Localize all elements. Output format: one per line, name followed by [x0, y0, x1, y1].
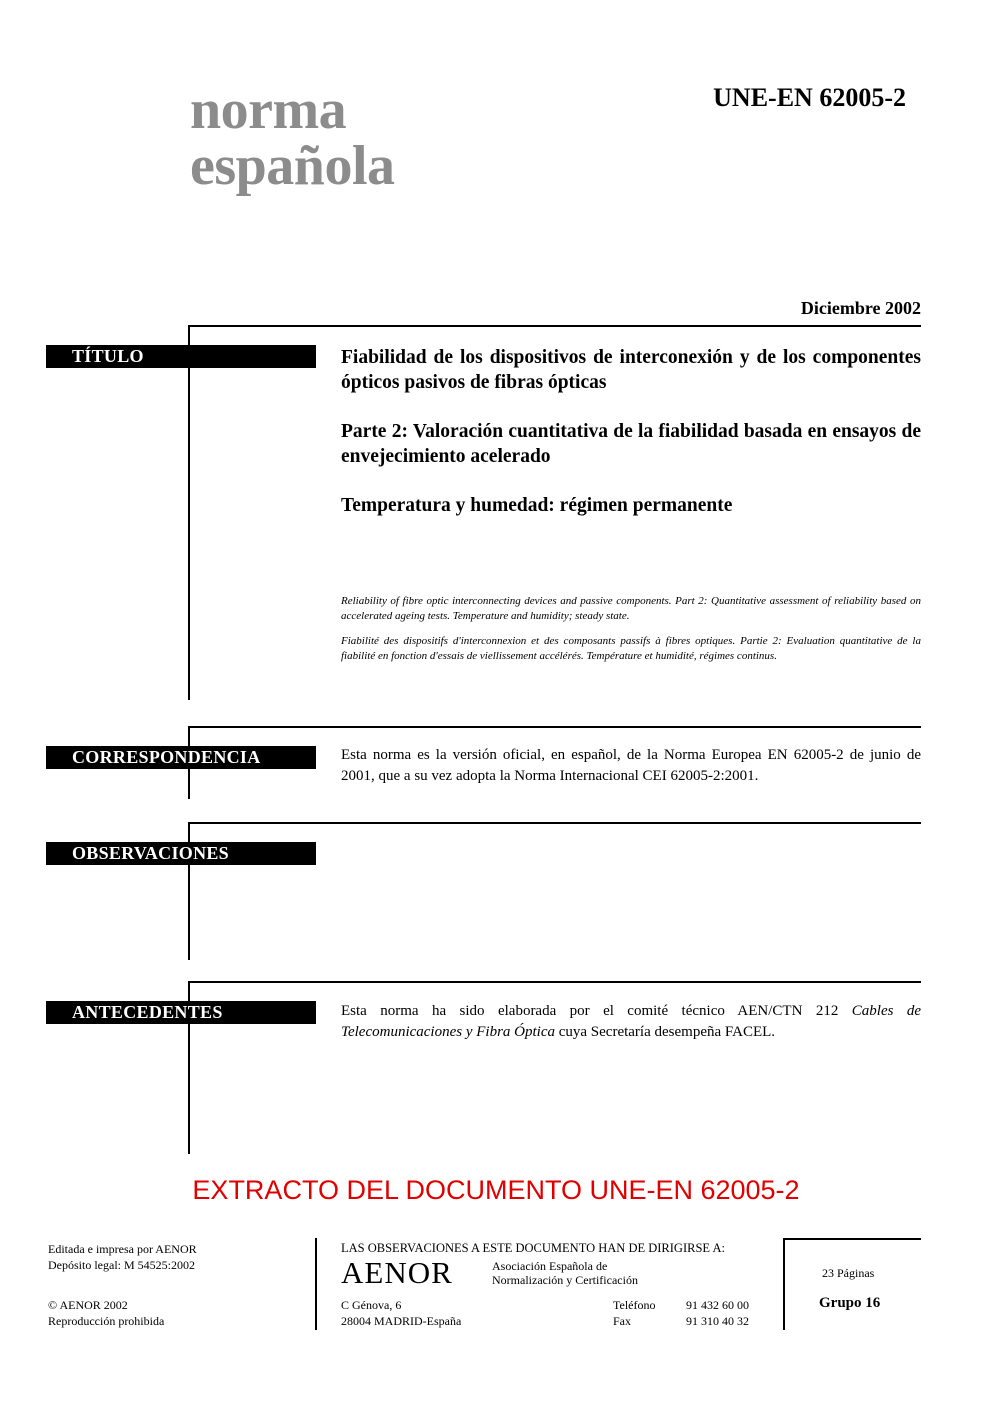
title-block	[341, 345, 921, 542]
address-line-2: 28004 MADRID-España	[341, 1314, 462, 1328]
footer-edition	[48, 1241, 197, 1273]
legal-deposit: Depósito legal: M 54525:2002	[48, 1258, 195, 1272]
antecedentes-text	[341, 1001, 921, 1043]
page-count: 23 Páginas	[822, 1266, 875, 1280]
title-english: Reliability of fibre optic interconnecting devices and passive components. Part 2: Quantitative assessment of reliability based on accelerated ageing tests. Temperature and humidity; steady state.	[341, 595, 921, 622]
committee-name: Cables de Telecomunicaciones y Fibra Óptica	[341, 1003, 922, 1040]
footer-box-top	[783, 1238, 921, 1240]
org-line-1: Asociación Española de	[492, 1259, 608, 1273]
label-antecedentes: ANTECEDENTES	[46, 1001, 316, 1024]
price-group: Grupo 16	[819, 1295, 881, 1311]
reproduction-notice: Reproducción prohibida	[48, 1314, 165, 1328]
vline-titulo	[188, 325, 190, 700]
divider-titulo	[188, 325, 921, 327]
antecedentes-text-after: cuya Secretaría desempeña FACEL.	[554, 1024, 776, 1040]
publication-date: Diciembre 2002	[800, 298, 921, 318]
norma-line-1: norma	[190, 79, 347, 141]
contact-labels	[613, 1297, 655, 1329]
alternate-titles	[341, 594, 921, 674]
label-correspondencia: CORRESPONDENCIA	[46, 746, 316, 769]
phone-label: Teléfono	[613, 1298, 656, 1312]
footer-copyright	[48, 1297, 164, 1329]
copyright: © AENOR 2002	[48, 1298, 128, 1312]
fax-label: Fax	[613, 1314, 631, 1328]
antecedentes-text-before: Esta norma ha sido elaborada por el comité técnico AEN/CTN 212	[341, 1003, 852, 1019]
contact-values	[686, 1297, 749, 1329]
title-part: Parte 2: Valoración cuantitativa de la fiabilidad basada en ensayos de envejecimiento acelerado	[341, 421, 921, 467]
org-line-2: Normalización y Certificación	[492, 1273, 638, 1287]
label-observaciones: OBSERVACIONES	[46, 842, 316, 865]
label-titulo: TÍTULO	[46, 345, 316, 368]
norma-espanola-heading	[190, 79, 395, 197]
footer-divider-left	[315, 1238, 317, 1330]
observations-header: LAS OBSERVACIONES A ESTE DOCUMENTO HAN DE DIRIGIRSE A:	[341, 1241, 725, 1255]
footer-divider-right	[783, 1238, 785, 1330]
title-subtitle: Temperatura y humedad: régimen permanente	[341, 495, 733, 516]
norma-line-2: española	[190, 135, 395, 197]
standard-code: UNE-EN 62005-2	[713, 83, 906, 112]
divider-correspondencia	[188, 726, 921, 728]
edited-by: Editada e impresa por AENOR	[48, 1242, 197, 1256]
fax-value: 91 310 40 32	[686, 1314, 749, 1328]
divider-antecedentes	[188, 981, 921, 983]
aenor-logo: AENOR	[341, 1255, 453, 1290]
title-main: Fiabilidad de los dispositivos de interconexión y de los componentes ópticos pasivos de fibras ópticas	[341, 347, 921, 393]
aenor-address	[341, 1297, 461, 1329]
phone-value: 91 432 60 00	[686, 1298, 749, 1312]
title-french: Fiabilité des dispositifs d'interconnexion et des composants passifs à fibres optiques. Partie 2: Evaluation quantitative de la fiabilité en fonction d'essais de viellissement accélérés. Température et humidité, régimes continus.	[341, 635, 921, 662]
divider-observaciones	[188, 822, 921, 824]
address-line-1: C Génova, 6	[341, 1298, 402, 1312]
aenor-organization	[492, 1259, 638, 1287]
correspondencia-text: Esta norma es la versión oficial, en español, de la Norma Europea EN 62005-2 de junio de 2001, que a su vez adopta la Norma Internacional CEI 62005-2:2001.	[341, 747, 921, 784]
extract-notice: EXTRACTO DEL DOCUMENTO UNE-EN 62005-2	[192, 1175, 800, 1205]
